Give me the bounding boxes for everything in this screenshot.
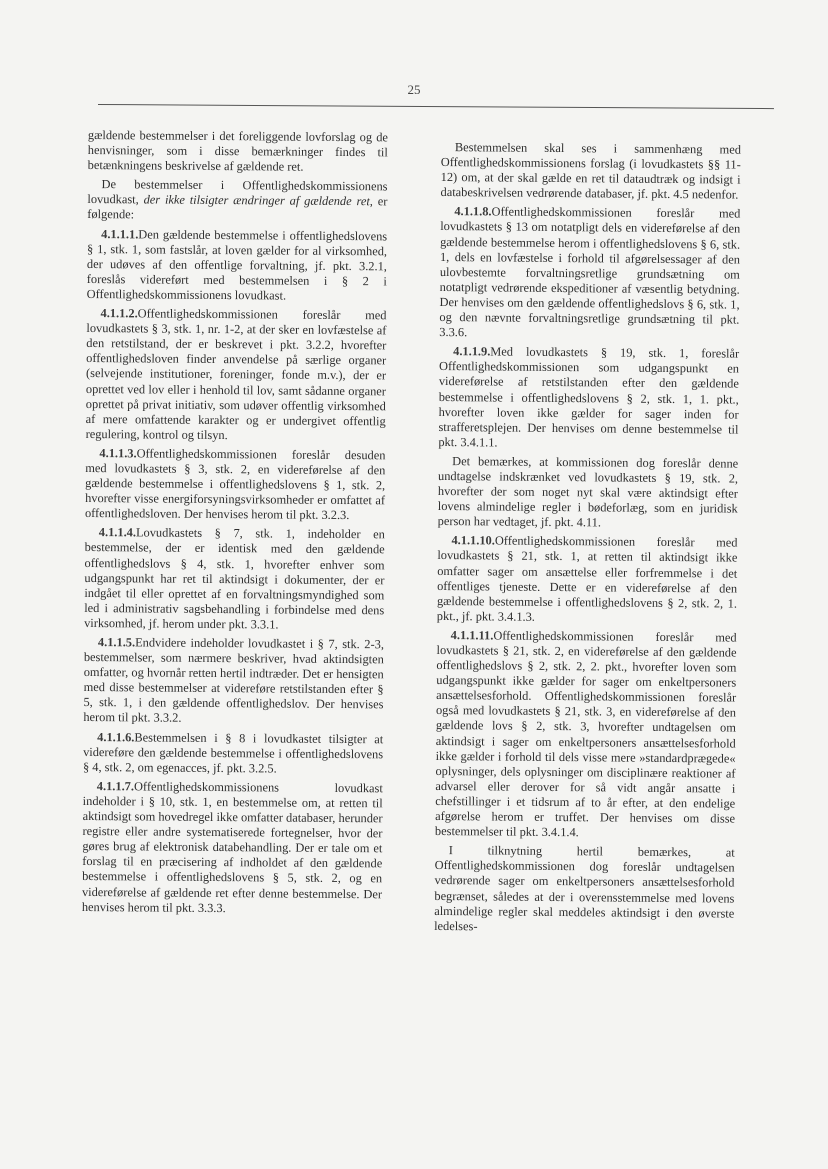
header-rule <box>98 104 774 109</box>
section-number: 4.1.1.3. <box>99 445 137 461</box>
section-4-1-1-5 <box>83 635 384 728</box>
section-4-1-1-11 <box>435 628 737 842</box>
paragraph: I tilknytning hertil bemærkes, at Offentlighedskommissionen dog foreslår undtagelsen vedrørende sager om enkeltpersoners ansættelsesforhold begrænset, således at der i overensstemmelse med lovens almindelige regler skal meddeles aktindsigt i den øverste ledelses- <box>434 843 735 934</box>
section-number: 4.1.1.7. <box>96 778 135 794</box>
section-text: Den gældende bestemmelse i offentlighedslovens § 1, stk. 1, som fastslår, at loven gælder for al virksomhed, der udøves af den offentlige forvaltning, jf. pkt. 3.2.1, foreslås videreført med bestemmelsen i § 2 i Offentlighedskommissionens lovudkast. <box>86 226 388 303</box>
text: er følgende: <box>87 194 388 222</box>
section-4-1-1-7 <box>82 779 383 917</box>
section-4-1-1-1 <box>87 227 388 305</box>
paragraph: gældende bestemmelser i det foreliggende lovforslag og de henvisninger, som i disse bemærkninger findes til betænkningens beskrivelse af gældende ret. <box>87 128 388 174</box>
section-number: 4.1.1.6. <box>97 729 135 744</box>
page-number: 25 <box>407 82 421 97</box>
paragraph: Det bemærkes, at kommissionen dog foreslår denne undtagelse indskrænket ved lovudkastets § 19, stk. 2, hvorefter der som noget nyt skal være aktindsigt efter lovens almindelige regler i bødeforlæg, som en juridisk person har vedtaget, jf. pkt. 4.11. <box>437 453 739 530</box>
section-text: Offentlighedskommissionen foreslår med lovudkastets § 21, stk. 2, en videreførelse af den gældende offentlighedslovs § 2, stk. 2, 2. pkt., hvorefter loven som udgangspunkt ikke gælder for sager om enkeltpersoners ansættelsesforhold. Offentlighedskommissionen foreslår også med lovudkastets § 21, stk. 3, en videreførelse af den gældende lovs § 2, stk. 3, hvorefter undtagelsen om aktindsigt i sager om enkeltpersoners ansættelsesforhold ikke gælder i forhold til dels visse mere »standardprægede« oplysninger, dels oplysninger om disciplinære reaktioner af advarsel eller derover for så vidt angår ansatte i chefstillinger i et tidsrum af to år efter, at den endelige afgørelse herom er truffet. Der henvises om disse bestemmelser til pkt. 3.4.1.4. <box>434 628 737 840</box>
section-4-1-1-10 <box>437 533 738 626</box>
section-text: Lovudkastets § 7, stk. 1, indeholder en bestemmelse, der er identisk med den gældende offentlighedslovs § 4, stk. 1, hvorefter enhver som udgangspunkt har ret til aktindsigt i dokumenter, der er indgået til eller oprettet af en forvaltningsmyndighed som led i administrativ sagsbehandling i forbindelse med dens virksomhed, jf. herom under pkt. 3.3.1. <box>84 525 385 632</box>
section-text: Offentlighedskommissionens lovudkast indeholder i § 10, stk. 1, en bestemmelse om, at retten til aktindsigt som hovedregel ikke omfatter databaser, herunder registre eller andre systematiserede fortegnelser, hvor der gøres brug af elektronisk databehandling. Der er tale om et forslag til en præcisering af indholdet af den gældende bestemmelse i offentlighedslovens § 5, stk. 2, og en videreførelse af gældende ret efter denne bestemmelse. Der henvises herom til pkt. 3.3.3. <box>81 779 383 915</box>
section-number: 4.1.1.2. <box>100 306 138 321</box>
section-number: 4.1.1.9. <box>453 344 491 359</box>
section-number: 4.1.1.11. <box>450 628 494 643</box>
section-number: 4.1.1.10. <box>451 533 495 548</box>
left-column <box>82 128 388 921</box>
section-number: 4.1.1.4. <box>98 525 137 540</box>
paragraph <box>87 177 387 225</box>
section-text: Offentlighedskommissionen foreslår med lovudkastets § 21, stk. 1, at retten til aktindsigt ikke omfatter sager om ansættelse eller forfremmelse i det offentliges tjeneste. Dette er en videreførelse af den gældende bestemmelse i offentlighedslovens § 2, stk. 2, 1. pkt., jf. pkt. 3.4.1.3. <box>436 533 738 624</box>
section-4-1-1-8 <box>439 204 740 342</box>
section-text: Offentlighedskommissionen foreslår med lovudkastets § 13 om notatpligt dels en videreførelse af den gældende bestemmelse herom i offentlighedslovens § 6, stk. 1, dels en lovfæstelse i forhold til afgørelsessager af den ulovbestemte forvaltningsretlige grundsætning om notatpligt vedrørende ekspeditioner af væsentlig betydning. Der henvises om den gældende offentlighedslovs § 6, stk. 1, og den nævnte forvaltningsretlige grundsætning til pkt. 3.3.6. <box>439 204 741 340</box>
paragraph: Bestemmelsen skal ses i sammenhæng med Offentlighedskommissionens forslag (i lovudkastets §§ 11-12) om, at der skal gælde en ret til dataudtræk og indsigt i databeskrivelsen vedrørende databaser, jf. pkt. 4.5 nedenfor. <box>440 140 741 202</box>
section-4-1-1-4 <box>84 525 385 633</box>
section-4-1-1-6 <box>83 730 383 778</box>
section-4-1-1-9 <box>438 344 739 452</box>
text: De bestemmelser i Offentlighedskommissionens lovudkast, <box>87 177 388 207</box>
section-text: Med lovudkastets § 19, stk. 1, foreslår Offentlighedskommissionen som udgangspunkt en videreførelse af retstilstanden efter den gældende bestemmelse i offentlighedslovens § 2, stk. 1, 1. pkt., hvorefter loven ikke gælder for sager inden for strafferetsplejen. Der henvises om denne bestemmelse til pkt. 3.4.1.1. <box>438 344 740 450</box>
section-text: Offentlighedskommissionen foreslår desuden med lovudkastets § 3, stk. 2, en videreførelse af den gældende bestemmelse i offentlighedslovens § 1, stk. 2, hvorefter visse energiforsyningsvirksomheder er omfattet af offentlighedsloven. Der henvises herom til pkt. 3.2.3. <box>84 446 386 523</box>
emphasis-text: der ikke tilsigter ændringer af gældende ret, <box>143 192 373 209</box>
section-4-1-1-2 <box>86 306 387 444</box>
section-text: Bestemmelsen i § 8 i lovudkastet tilsigter at videreføre den gældende bestemmelse i offentlighedslovens § 4, stk. 2, om egenacces, jf. pkt. 3.2.5. <box>82 729 384 776</box>
section-number: 4.1.1.1. <box>101 226 139 241</box>
right-column <box>434 140 741 940</box>
section-number: 4.1.1.5. <box>97 635 136 650</box>
section-4-1-1-3 <box>85 446 386 524</box>
section-number: 4.1.1.8. <box>454 204 492 219</box>
section-text: Offentlighedskommissionen foreslår med lovudkastets § 3, stk. 1, nr. 1-2, at der sker en lovfæstelse af den retstilstand, der er beskrevet i pkt. 3.2.2, hvorefter offentlighedsloven finder anvendelse på særlige organer (selvejende institutioner, foreninger, fonde m.v.), der er oprettet ved lov eller i henhold til lov, samt sådanne organer oprettet på privat initiativ, som udøver offentlig virksomhed af mere omfattende karakter og er undergivet offentlig regulering, kontrol og tilsyn. <box>85 306 387 442</box>
section-text: Endvidere indeholder lovudkastet i § 7, stk. 2-3, bestemmelser, som nærmere beskriver, hvad aktindsigten omfatter, og hvornår retten hertil indtræder. Det er hensigten med disse bestemmelser at videreføre retstilstanden efter § 5, stk. 1, i den gældende offentlighedslov. Der henvises herom til pkt. 3.3.2. <box>83 635 385 726</box>
